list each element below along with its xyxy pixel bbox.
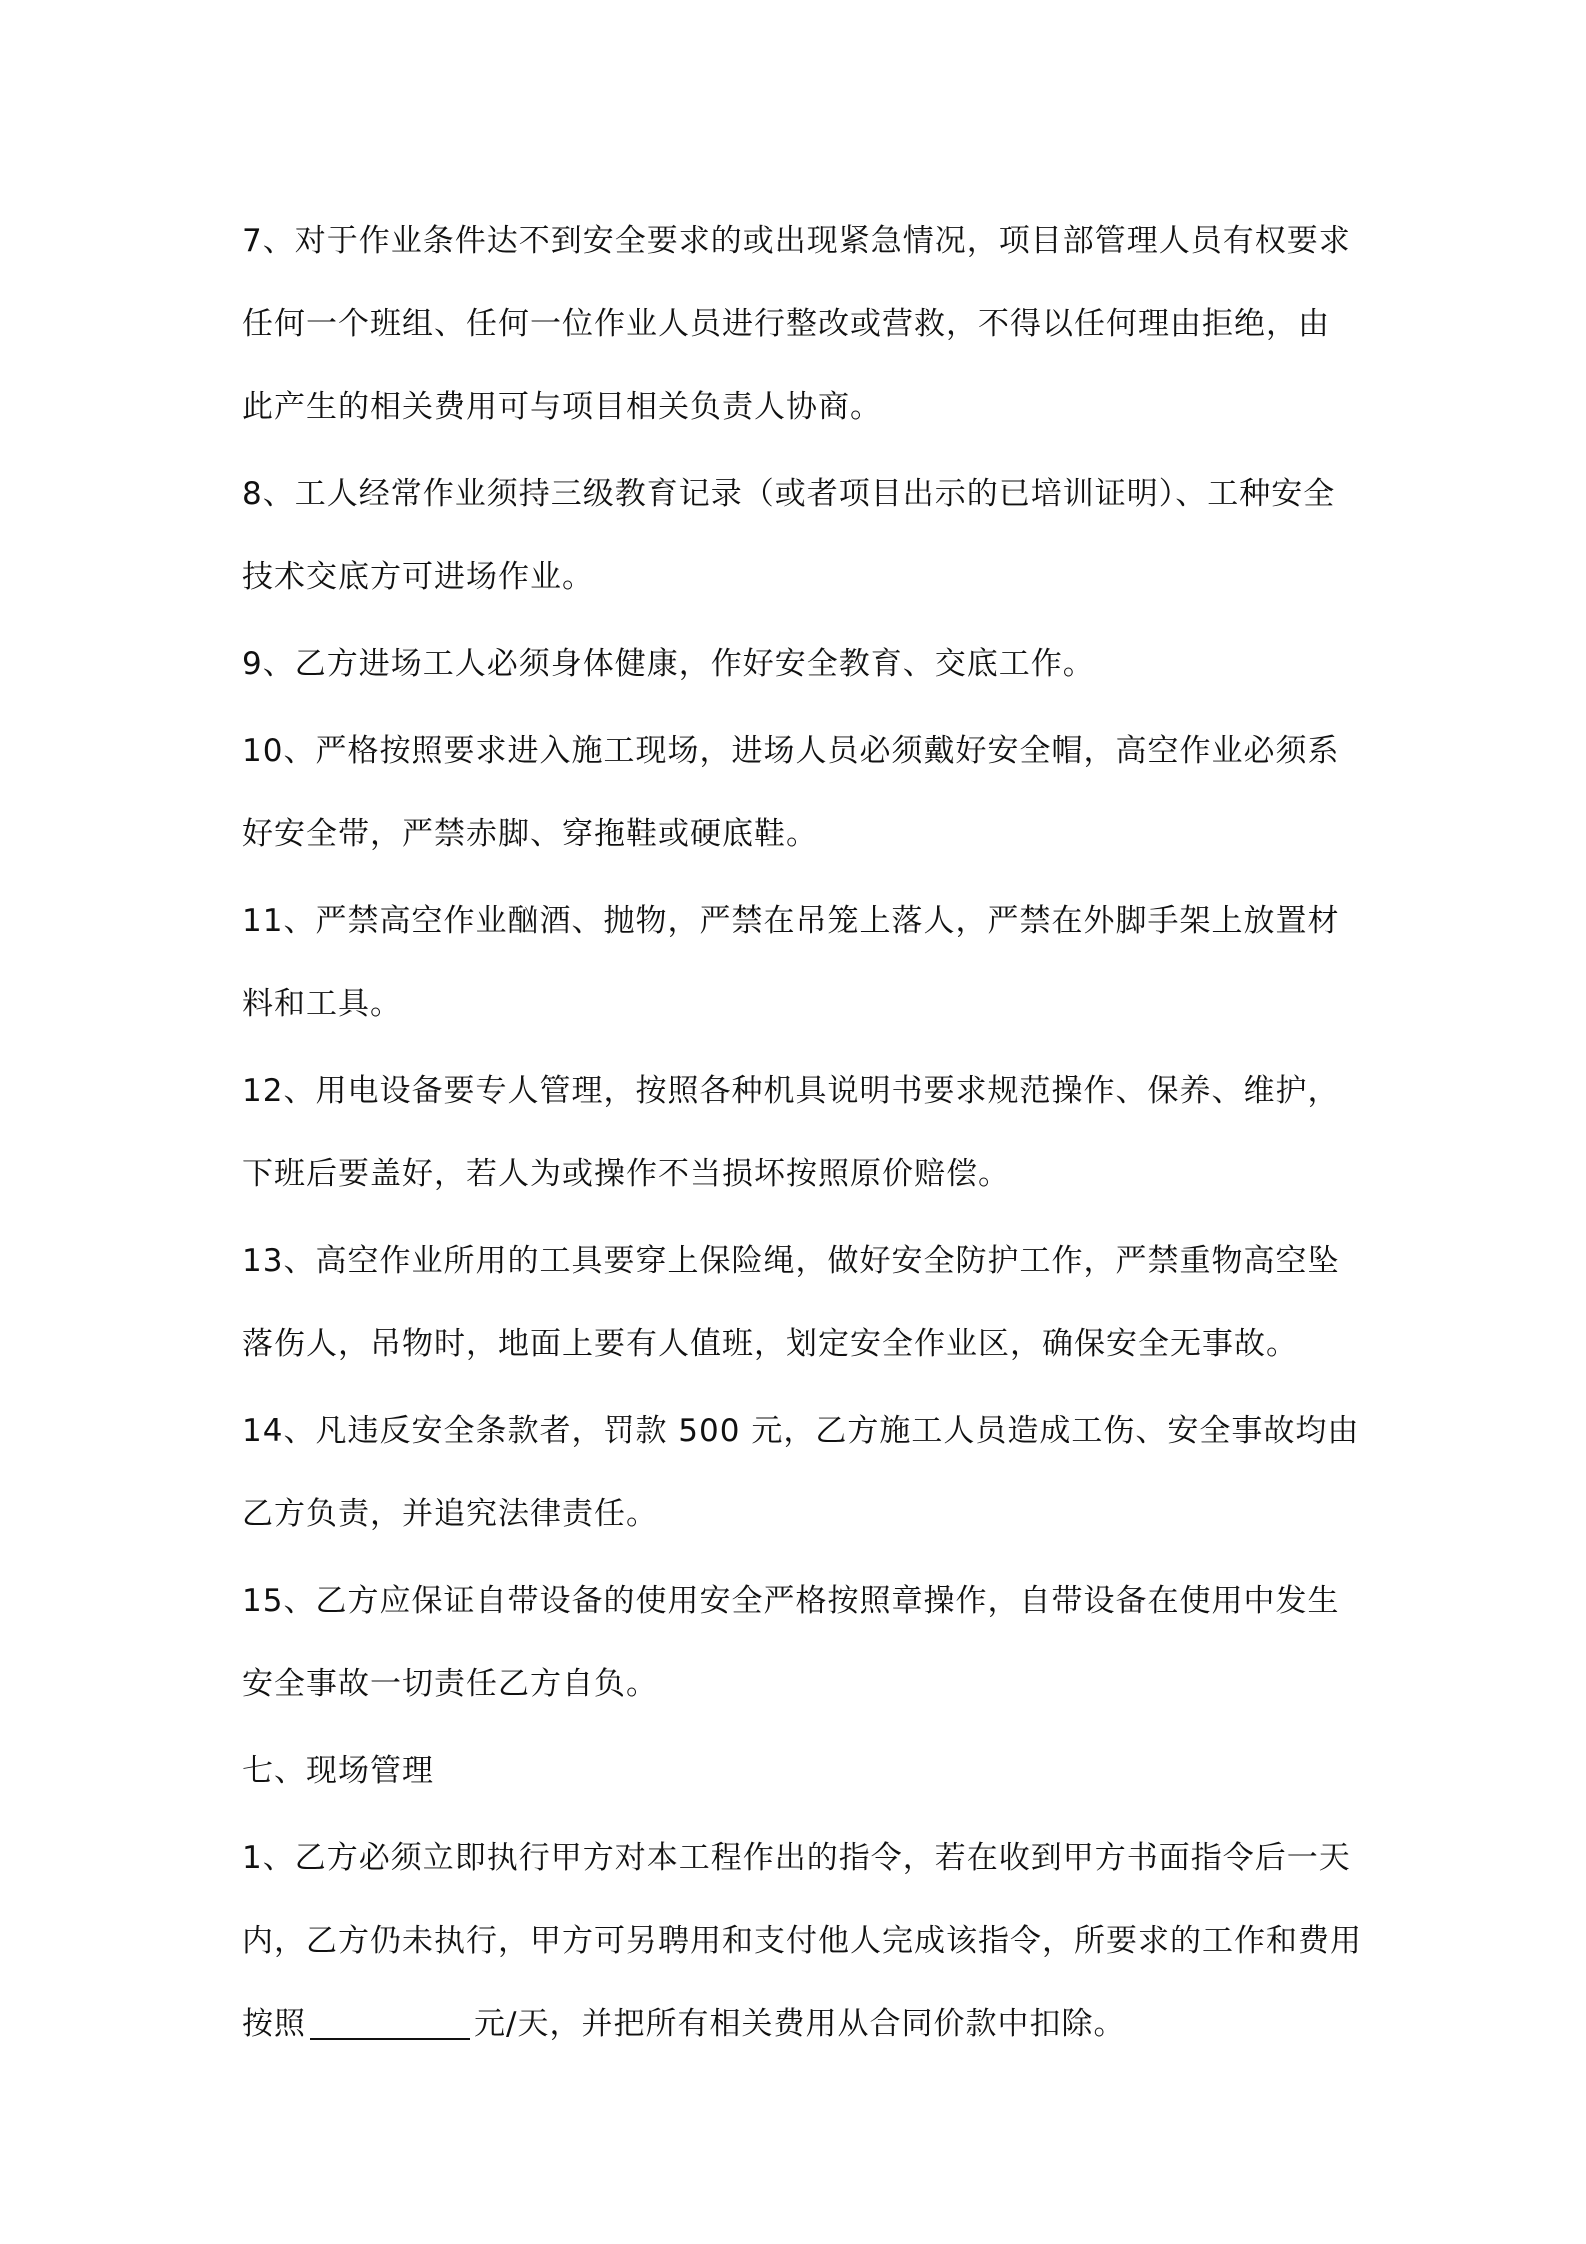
text-line: 12、用电设备要专人管理，按照各种机具说明书要求规范操作、保养、维护，: [242, 1073, 1340, 1109]
document-body: [242, 200, 1362, 2070]
clause-14: [242, 1390, 1360, 1556]
text-line: 技术交底方可进场作业。: [242, 559, 594, 595]
text-line: 15、乙方应保证自带设备的使用安全严格按照章操作，自带设备在使用中发生: [242, 1583, 1340, 1619]
clause-8: [242, 453, 1357, 619]
text-line: 好安全带，严禁赤脚、穿拖鞋或硬底鞋。: [242, 816, 818, 852]
clause-13: [242, 1220, 1357, 1386]
text-line: 内，乙方仍未执行，甲方可另聘用和支付他人完成该指令，所要求的工作和费用: [242, 1923, 1362, 1959]
text-line: 9、乙方进场工人必须身体健康，作好安全教育、交底工作。: [242, 646, 1095, 682]
section-title: 七、现场管理: [242, 1753, 434, 1789]
clause-11: [242, 880, 1357, 1046]
text-line: 安全事故一切责任乙方自负。: [242, 1666, 658, 1702]
text-line: 下班后要盖好，若人为或操作不当损坏按照原价赔偿。: [242, 1156, 1010, 1192]
clause-15: [242, 1560, 1357, 1726]
text-line: 7、对于作业条件达不到安全要求的或出现紧急情况，项目部管理人员有权要求: [242, 223, 1351, 259]
text-after-blank: 元/天，并把所有相关费用从合同价款中扣除。: [474, 2006, 1126, 2042]
clause-10: [242, 710, 1357, 876]
text-line: 13、高空作业所用的工具要穿上保险绳，做好安全防护工作，严禁重物高空坠: [242, 1243, 1340, 1279]
site-clause-1: [242, 1817, 1362, 2066]
clause-12: [242, 1050, 1357, 1216]
text-line: 此产生的相关费用可与项目相关负责人协商。: [242, 389, 882, 425]
clause-9: [242, 623, 1357, 706]
text-line: 任何一个班组、任何一位作业人员进行整改或营救，不得以任何理由拒绝，由: [242, 306, 1330, 342]
text-before-blank: 按照: [242, 2006, 306, 2042]
text-line: 14、凡违反安全条款者，罚款 500 元，乙方施工人员造成工伤、安全事故均由: [242, 1413, 1360, 1449]
clause-7: [242, 200, 1357, 449]
section-heading: [242, 1730, 1357, 1813]
text-line: 落伤人，吊物时，地面上要有人值班，划定安全作业区，确保安全无事故。: [242, 1326, 1298, 1362]
fill-in-blank: [310, 1998, 470, 2040]
text-line: 1、乙方必须立即执行甲方对本工程作出的指令，若在收到甲方书面指令后一天: [242, 1840, 1351, 1876]
text-line: 11、严禁高空作业酗酒、抛物，严禁在吊笼上落人，严禁在外脚手架上放置材: [242, 903, 1340, 939]
text-line: 8、工人经常作业须持三级教育记录（或者项目出示的已培训证明）、工种安全: [242, 476, 1336, 512]
fill-in-line: [242, 1983, 1357, 2066]
text-line: 乙方负责，并追究法律责任。: [242, 1496, 658, 1532]
text-line: 料和工具。: [242, 986, 402, 1022]
text-line: 10、严格按照要求进入施工现场，进场人员必须戴好安全帽，高空作业必须系: [242, 733, 1340, 769]
